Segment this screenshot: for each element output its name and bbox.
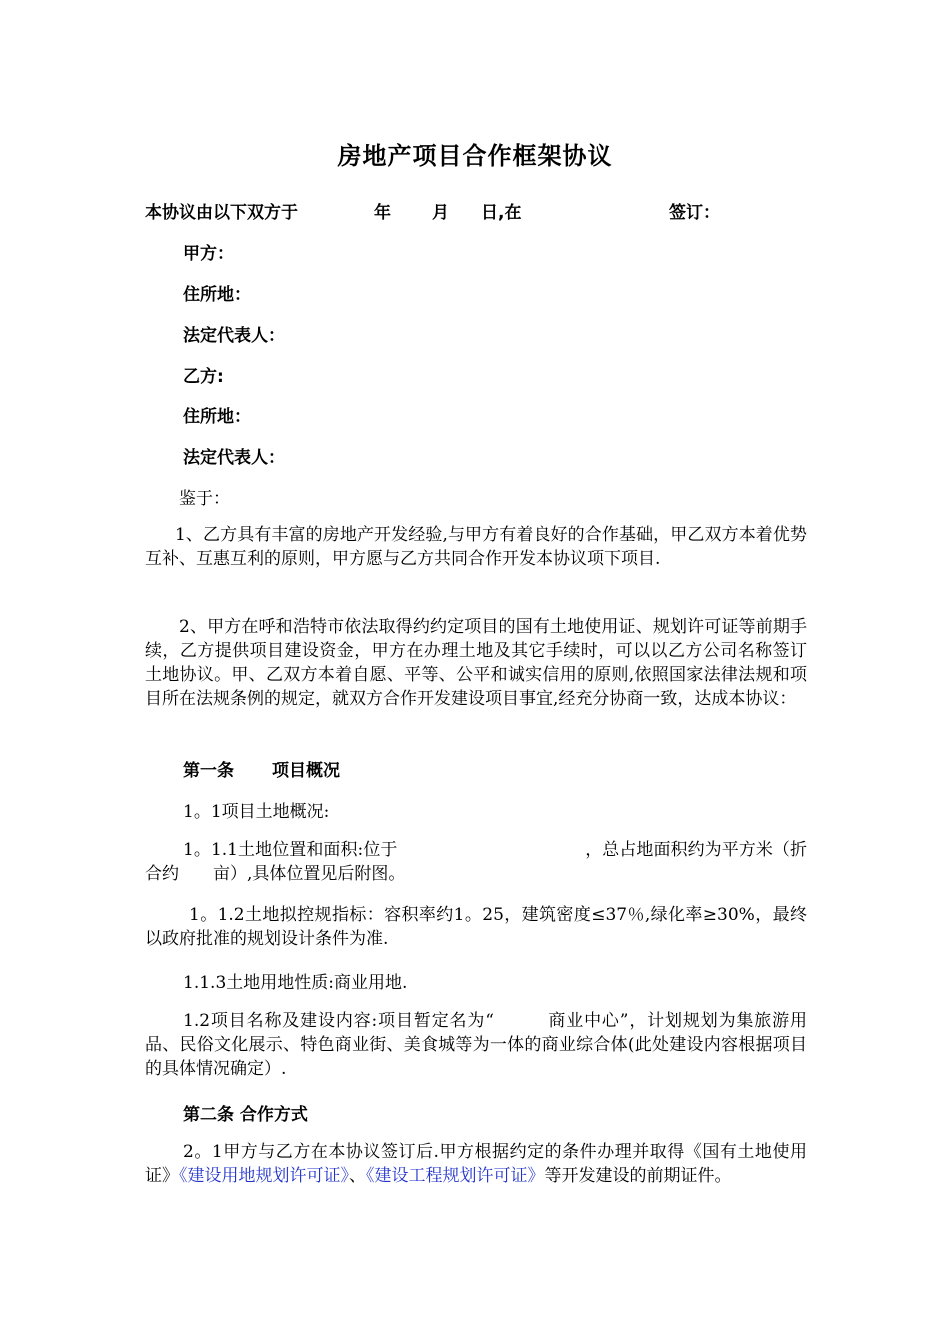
section-1-1-3: 1.1.3土地用地性质:商业用地. [183,973,408,993]
recital-2: 2、甲方在呼和浩特市依法取得约约定项目的国有土地使用证、规划许可证等前期手续，乙方提供项目建设资金，甲方在办理土地及其它手续时，可以以乙方公司名称签订土地协议。甲、乙双方本着自愿、平等、公平和诚实信用的原则,依照国家法律法规和项目所在法规条例的规定，就双方合作开发建设项目事宜,经充分协商一致，达成本协议： [145,617,807,709]
section-1-1: 1。1项目土地概况: [183,802,330,822]
intro-day: 日,在 [481,203,522,223]
party-b-address-label: 住所地： [183,407,251,427]
party-a-address-label: 住所地： [183,285,251,305]
document-title: 房地产项目合作框架协议 [337,142,613,170]
intro-year: 年 [374,203,391,223]
party-a-rep-label: 法定代表人： [183,326,285,346]
section-1-1-2: 1。1.2土地拟控规指标：容积率约1。25，建筑密度≤37％,绿化率≥30%，最终以政府批准的规划设计条件为准. [145,905,807,949]
party-b-label: 乙方: [183,367,224,387]
whereas-label: 鉴于： [179,489,230,509]
recital-1: 1、乙方具有丰富的房地产开发经验,与甲方有着良好的合作基础，甲乙双方本着优势互补、互惠互利的原则，甲方愿与乙方共同合作开发本协议项下项目. [145,525,807,569]
section-2-1-text-a: 2。1甲方与乙方在本协议签订后.甲方根据约定的条件办理并取得《国有土地使用证》 [145,1142,807,1186]
intro-prefix: 本协议由以下双方于 [145,203,298,223]
party-a-label: 甲方： [183,244,234,264]
article-1-heading [183,756,340,781]
section-2-1-text-b: 等开发建设的前期证件。 [544,1166,732,1186]
article-2-heading: 第二条 合作方式 [183,1105,308,1125]
section-2-1-separator: 、 [349,1166,366,1186]
article-1-title: 项目概况 [272,761,340,781]
party-b-rep-label: 法定代表人： [183,448,285,468]
article-1-number: 第一条 [183,761,234,781]
section-1-2: 1.2项目名称及建设内容:项目暂定名为“ 商业中心”，计划规划为集旅游用品、民俗文化展示、特色商业街、美食城等为一体的商业综合体(此处建设内容根据项目的具体情况确定）. [145,1011,807,1079]
section-1-1-1: 1。1.1土地位置和面积:位于 ，总占地面积约为平方米（折合约 亩）,具体位置见后附图。 [145,840,807,884]
section-2-1 [145,1140,807,1188]
land-planning-permit-link[interactable]: 《建设用地规划许可证》 [179,1166,349,1186]
intro-month: 月 [432,203,449,223]
intro-signed: 签订： [669,203,720,223]
construction-planning-permit-link[interactable]: 《建设工程规划许可证》 [366,1166,545,1186]
